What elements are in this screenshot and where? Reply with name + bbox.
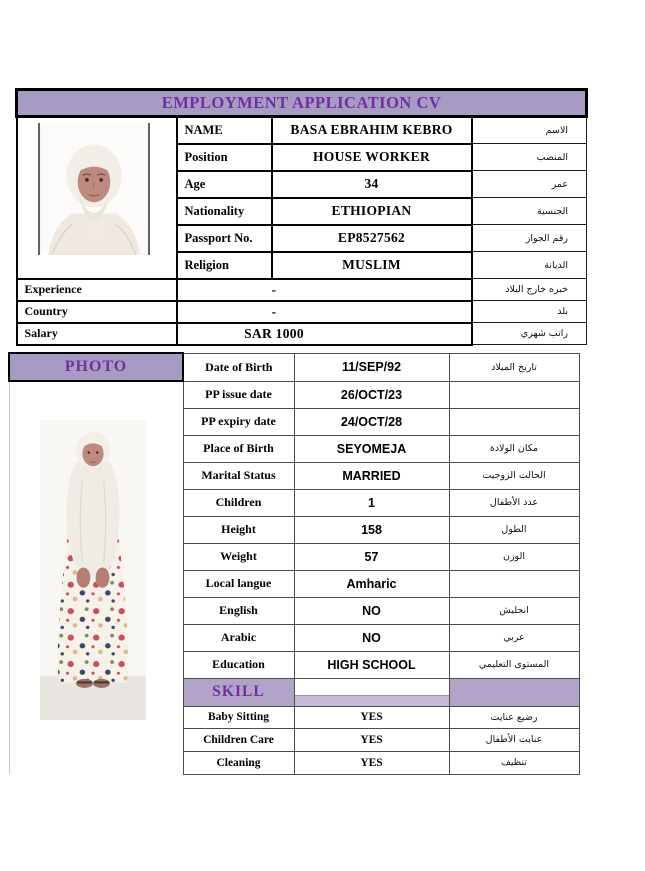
field-label: Place of Birth xyxy=(183,435,294,462)
field-label: Local langue xyxy=(183,570,294,597)
field-label: Arabic xyxy=(183,624,294,651)
field-label: Weight xyxy=(183,543,294,570)
skill-empty-cell xyxy=(294,678,449,706)
skill-label: Cleaning xyxy=(183,751,294,774)
field-value: 11/SEP/92 xyxy=(294,353,449,381)
field-value: MUSLIM xyxy=(272,252,472,279)
skill-empty-box xyxy=(295,679,449,696)
field-label: Passport No. xyxy=(177,225,272,252)
passport-photo-image xyxy=(38,123,150,255)
field-value: 1 xyxy=(294,489,449,516)
field-label: Education xyxy=(183,651,294,678)
field-label: Date of Birth xyxy=(183,353,294,381)
field-label: English xyxy=(183,597,294,624)
field-label: Experience xyxy=(17,279,177,301)
field-value: EP8527562 xyxy=(272,225,472,252)
field-label: Country xyxy=(17,301,177,323)
field-label-arabic: عمر xyxy=(472,171,587,198)
field-label-arabic: عربي xyxy=(449,624,579,651)
field-value: NO xyxy=(294,624,449,651)
field-label: Salary xyxy=(17,323,177,345)
skill-label-arabic: رضيع عنايت xyxy=(449,706,579,728)
field-label-arabic: الوزن xyxy=(449,543,579,570)
field-label-arabic: الاسم xyxy=(472,117,587,144)
full-body-photo-image xyxy=(40,420,146,720)
field-label-arabic: خبره خارج البلاد xyxy=(472,279,587,301)
field-value: - xyxy=(177,279,472,301)
skill-value: YES xyxy=(294,728,449,751)
field-value: HIGH SCHOOL xyxy=(294,651,449,678)
skill-label: Baby Sitting xyxy=(183,706,294,728)
field-label-arabic xyxy=(449,381,579,408)
field-label: Religion xyxy=(177,252,272,279)
field-label: Position xyxy=(177,144,272,171)
cv-title: EMPLOYMENT APPLICATION CV xyxy=(161,93,442,112)
full-body-photo xyxy=(40,420,146,720)
field-value: ETHIOPIAN xyxy=(272,198,472,225)
field-value: SAR 1000 xyxy=(177,323,472,345)
field-value: SEYOMEJA xyxy=(294,435,449,462)
field-label-arabic: بلد xyxy=(472,301,587,323)
field-label: Age xyxy=(177,171,272,198)
cv-title-cell xyxy=(17,90,587,117)
passport-photo xyxy=(38,123,150,255)
field-value: 24/OCT/28 xyxy=(294,408,449,435)
field-label: PP expiry date xyxy=(183,408,294,435)
field-value: MARRIED xyxy=(294,462,449,489)
field-value: NO xyxy=(294,597,449,624)
skill-value: YES xyxy=(294,751,449,774)
skill-label: Children Care xyxy=(183,728,294,751)
skill-value: YES xyxy=(294,706,449,728)
field-value: Amharic xyxy=(294,570,449,597)
field-label: PP issue date xyxy=(183,381,294,408)
field-label-arabic: رقم الجواز xyxy=(472,225,587,252)
field-label-arabic: الحالت الزوجيت xyxy=(449,462,579,489)
field-label: Marital Status xyxy=(183,462,294,489)
field-label-arabic: انجليش xyxy=(449,597,579,624)
field-label: Children xyxy=(183,489,294,516)
field-value: 34 xyxy=(272,171,472,198)
field-value: BASA EBRAHIM KEBRO xyxy=(272,117,472,144)
field-value: - xyxy=(177,301,472,323)
field-label-arabic: الجنسية xyxy=(472,198,587,225)
skill-arabic-cell xyxy=(449,678,579,706)
field-value: 158 xyxy=(294,516,449,543)
photo-header-label: PHOTO xyxy=(64,358,128,375)
field-label-arabic: عدد الأطفال xyxy=(449,489,579,516)
skill-label-arabic: تنظيف xyxy=(449,751,579,774)
field-label-arabic xyxy=(449,408,579,435)
field-value: 26/OCT/23 xyxy=(294,381,449,408)
field-label-arabic: الديانة xyxy=(472,252,587,279)
skill-header-label: SKILL xyxy=(212,683,265,700)
field-label-arabic: المستوى التعليمي xyxy=(449,651,579,678)
field-label-arabic: مكان الولادة xyxy=(449,435,579,462)
skill-header-cell xyxy=(183,678,294,706)
field-label-arabic: الطول xyxy=(449,516,579,543)
field-label: Height xyxy=(183,516,294,543)
field-value: HOUSE WORKER xyxy=(272,144,472,171)
field-label-arabic: راتب شهري xyxy=(472,323,587,345)
field-label-arabic: المنصب xyxy=(472,144,587,171)
skill-label-arabic: عنايت الأطفال xyxy=(449,728,579,751)
photo-header-cell xyxy=(9,353,183,381)
field-value: 57 xyxy=(294,543,449,570)
field-label-arabic: تاريخ الميلاد xyxy=(449,353,579,381)
field-label: NAME xyxy=(177,117,272,144)
field-label-arabic xyxy=(449,570,579,597)
field-label: Nationality xyxy=(177,198,272,225)
